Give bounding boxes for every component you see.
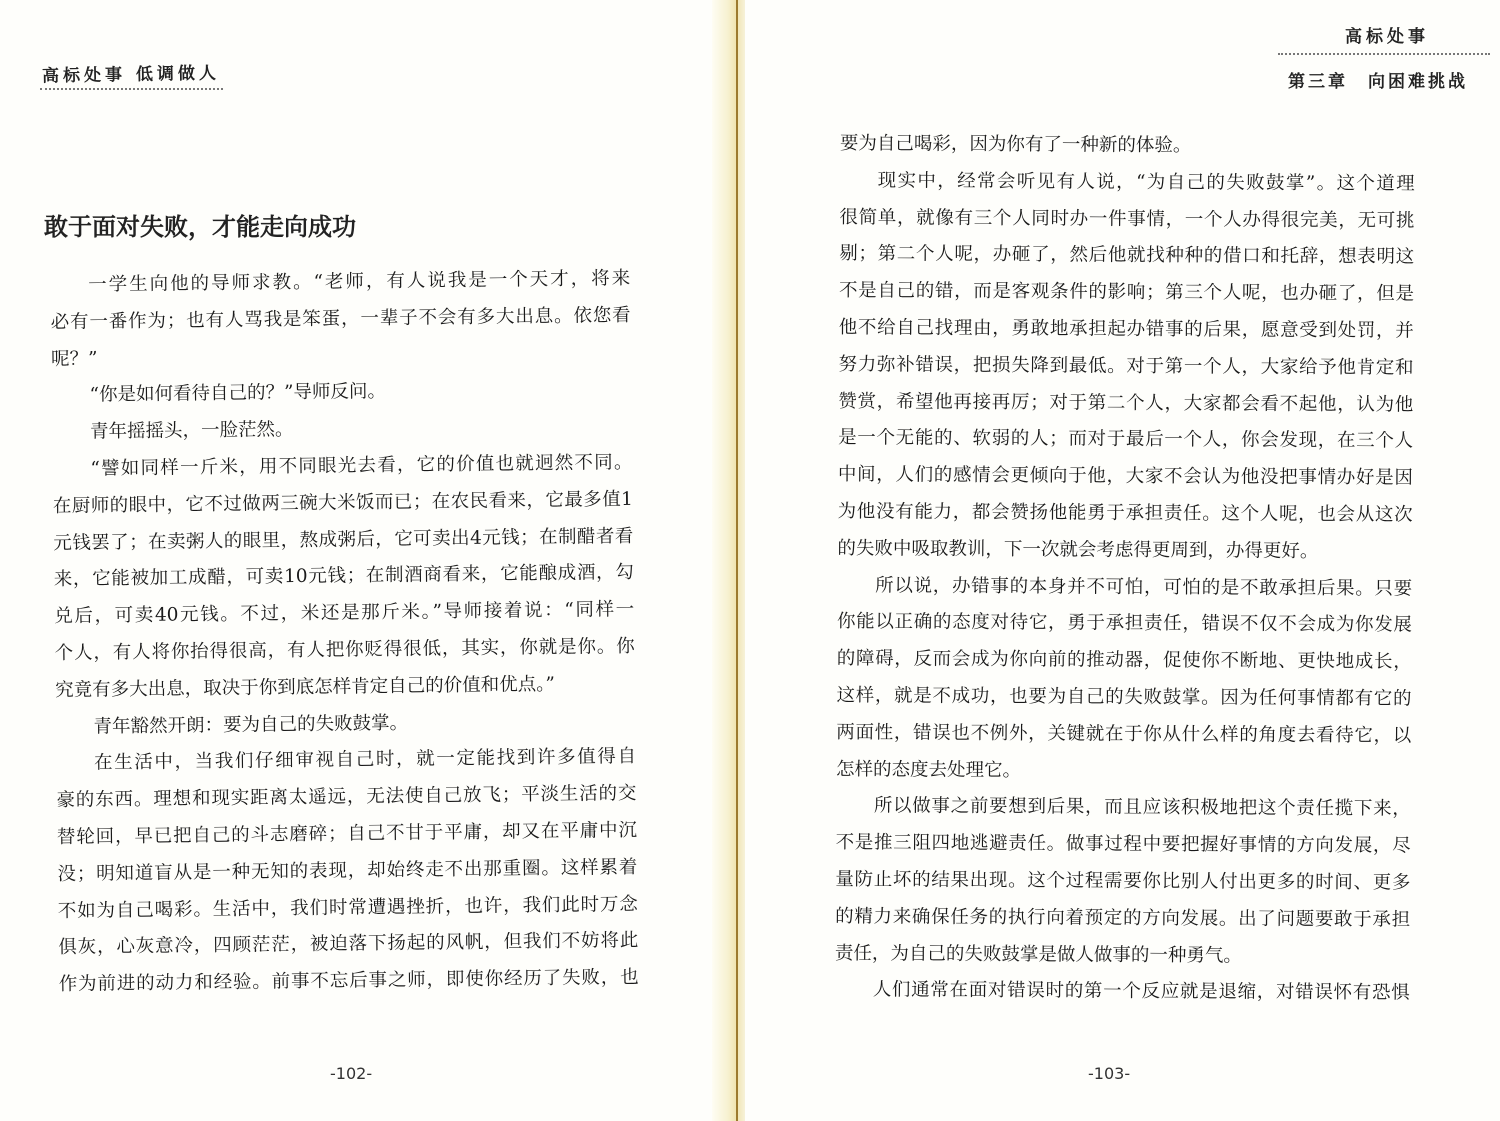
paragraph <box>56 739 639 1004</box>
paragraph <box>835 788 1411 975</box>
running-head-book-title: 高标处事 低调做人 <box>41 63 221 87</box>
text-line: 豪的东西。理想和现实距离太遥远，无法使自己放飞；平淡生活的交 <box>56 783 637 812</box>
gutter-fold-line <box>736 0 738 1121</box>
page-number: -103- <box>1088 1064 1131 1083</box>
text-line: 中间，人们的感情会更倾向于他，大家不会认为他没把事情办好是因 <box>837 464 1413 489</box>
paragraph <box>50 261 631 378</box>
text-line: 所以说，办错事的本身并不可怕，可怕的是不敢承担后果。只要 <box>875 574 1413 600</box>
text-line: 个人，有人将你抬得很高，有人把你贬得很低，其实，你就是你。你 <box>54 635 635 664</box>
text-line: 要为自己喝彩，因为你有了一种新的体验。 <box>839 132 1192 157</box>
text-line: 人们通常在面对错误时的第一个反应就是退缩，对错误怀有恐惧 <box>872 979 1410 1004</box>
text-line: 努力弥补错误，把损失降到最低。对于第一个人，大家给予他肯定和 <box>838 353 1414 379</box>
text-line: 呢？” <box>50 348 98 370</box>
text-line: 怎样的态度去处理它。 <box>836 758 1022 781</box>
section-title: 敢于面对失败，才能走向成功 <box>44 213 356 241</box>
text-line: 究竟有多大出息，取决于你到底怎样肯定自己的价值和优点。” <box>55 673 555 701</box>
text-line: 剔；第二个人呢，办砸了，然后他就找种种的借口和托辞，想表明这 <box>839 243 1415 268</box>
text-line: 不是推三阻四地逃避责任。做事过程中要把握好事情的方向发展，尽 <box>835 832 1411 857</box>
text-line: 元钱罢了；在卖粥人的眼里，熬成粥后，它可卖出4元钱；在制醋者看 <box>53 525 634 554</box>
text-line: 不如为自己喝彩。生活中，我们时常遭遇挫折，也许，我们此时万念 <box>57 893 638 922</box>
text-line: 赞赏，希望他再接再厉；对于第二个人，大家都会看不起他，认为他 <box>838 390 1414 416</box>
text-line: 责任，为自己的失败鼓掌是做人做事的一种勇气。 <box>834 942 1243 967</box>
text-line: 为他没有能力，都会赞扬他能勇于承担责任。这个人呢，也会从这次 <box>837 500 1413 526</box>
text-line: 你能以正确的态度对待它，勇于承担责任，错误不仅不会成为你发展 <box>836 611 1413 636</box>
right-body-text <box>835 126 1415 1013</box>
text-line: 现实中，经常会听见有人说，“为自己的失败鼓掌”。这个道理 <box>877 170 1415 195</box>
text-line: “譬如同样一斤米，用不同眼光去看，它的价值也就迥然不同。 <box>90 451 633 480</box>
paragraph <box>52 445 635 710</box>
text-line: “你是如何看待自己的？”导师反问。 <box>89 381 387 406</box>
paragraph <box>837 163 1414 571</box>
text-line: 在生活中，当我们仔细审视自己时，就一定能找到许多值得自 <box>93 746 637 774</box>
text-line: 没；明知道盲从是一种无知的表现，却始终走不出那重圈。这样累着 <box>57 856 638 885</box>
text-line: 替轮回，早已把自己的斗志磨碎；自己不甘于平庸，却又在平庸中沉 <box>56 819 638 848</box>
header-divider <box>1278 53 1490 55</box>
text-line: 来，它能被加工成醋，可卖10元钱；在制酒商看来，它能酿成酒，勾 <box>53 562 634 591</box>
text-line: 一学生向他的导师求教。“老师，有人说我是一个天才，将来 <box>88 267 631 296</box>
right-page <box>745 0 1500 1121</box>
text-line: 是一个无能的、软弱的人；而对于最后一个人，你会发现，在三个人 <box>838 427 1414 452</box>
text-line: 青年摇摇头，一脸茫然。 <box>89 419 294 443</box>
text-line: 必有一番作为；也有人骂我是笨蛋，一辈子不会有多大出息。依您看 <box>50 304 631 333</box>
text-line: 的障碍，反而会成为你向前的推动器，促使你不断地、更快地成长， <box>836 648 1412 673</box>
running-head-chapter: 第三章 向困难挑战 <box>1288 72 1468 92</box>
text-line: 不是自己的错，而是客观条件的影响；第三个人呢，也办砸了，但是 <box>838 280 1415 305</box>
text-line: 这样，就是不成功，也要为自己的失败鼓掌。因为任何事情都有它的 <box>836 684 1412 710</box>
paragraph <box>836 568 1412 792</box>
page-number: -102- <box>330 1064 373 1083</box>
left-body-text <box>50 261 639 1004</box>
text-line: 他不给自己找理由，勇敢地承担起办错事的后果，愿意受到处罚，并 <box>838 316 1414 342</box>
paragraph <box>840 126 1415 166</box>
text-line: 所以做事之前要想到后果，而且应该积极地把这个责任揽下来， <box>873 795 1411 820</box>
running-head-book-title: 高标处事 <box>1345 27 1429 47</box>
text-line: 兑后，可卖40元钱。不过，米还是那斤米。”导师接着说：“同样一 <box>54 599 635 628</box>
text-line: 青年豁然开朗：要为自己的失败鼓掌。 <box>93 712 409 738</box>
paragraph <box>835 972 1410 1012</box>
text-line: 很简单，就像有三个人同时办一件事情，一个人办得很完美，无可挑 <box>839 206 1415 232</box>
header-divider <box>40 88 223 90</box>
text-line: 量防止坏的结果出现。这个过程需要你比别人付出更多的时间、更多 <box>835 868 1411 894</box>
text-line: 的失败中吸取教训，下一次就会考虑得更周到，办得更好。 <box>837 537 1319 562</box>
text-line: 在厨师的眼中，它不过做两三碗大米饭而已；在农民看来，它最多值1 <box>52 488 633 517</box>
text-line: 的精力来确保任务的执行向着预定的方向发展。出了问题要敢于承担 <box>835 905 1411 931</box>
text-line: 俱灰，心灰意冷，四顾茫茫，被迫落下扬起的风帆，但我们不妨将此 <box>58 930 639 959</box>
text-line: 作为前进的动力和经验。前事不忘后事之师，即使你经历了失败，也 <box>58 967 639 996</box>
left-page <box>0 0 720 1121</box>
text-line: 两面性，错误也不例外，关键就在于你从什么样的角度去看待它，以 <box>836 721 1412 747</box>
